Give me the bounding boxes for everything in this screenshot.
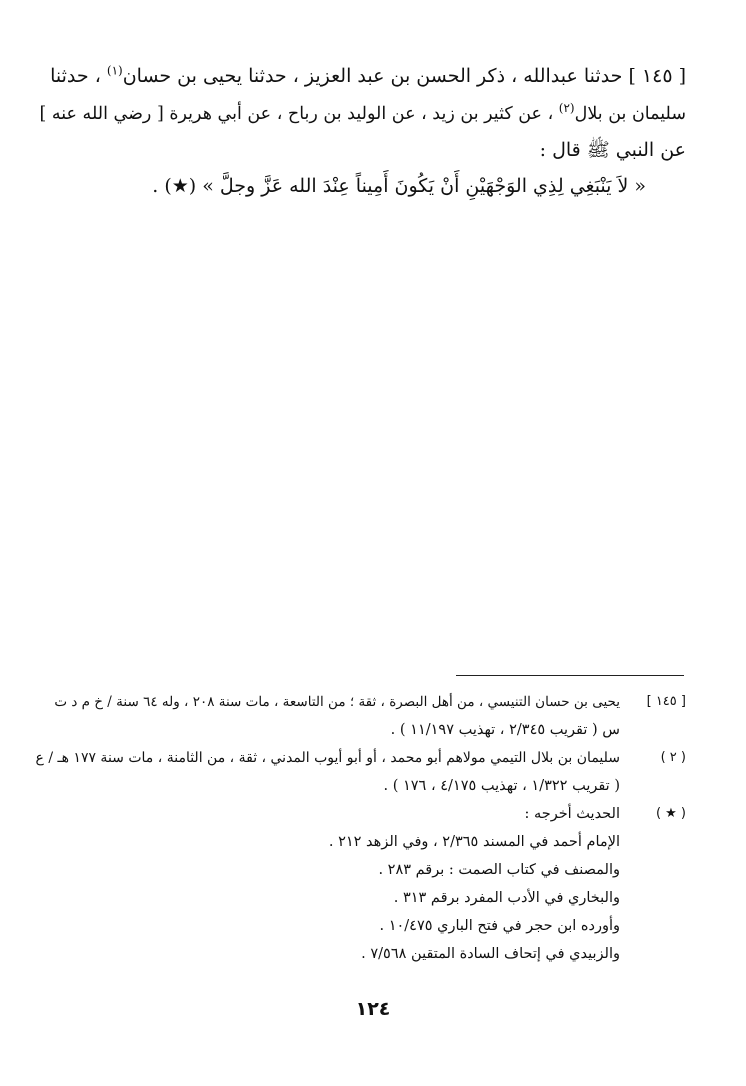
footnote-row — [36, 884, 686, 912]
footnote-separator — [456, 675, 684, 676]
footnotes — [36, 688, 686, 968]
line-1-text: [ ١٤٥ ] حدثنا عبدالله ، ذكر الحسن بن عبد العزيز ، حدثنا يحيى بن حسان — [122, 65, 686, 87]
footnote-text: ( تقريب ١/٣٢٢ ، تهذيب ٤/١٧٥ ، ١٧٦ ) . — [383, 778, 620, 794]
footnote-text: يحيى بن حسان التنيسي ، من أهل البصرة ، ثقة ؛ من التاسعة ، مات سنة ٢٠٨ ، وله ٦٤ سنة / خ م د ت — [54, 694, 620, 710]
footnote-mark: ( ★ ) — [655, 806, 686, 821]
footnote-ref-1[interactable]: (١) — [106, 63, 123, 78]
line-1-tail: ، حدثنا — [50, 65, 107, 87]
footnote-text: سليمان بن بلال التيمي مولاهم أبو محمد ، أو أبو أيوب المدني ، ثقة ، من الثامنة ، مات سنة ١٧٧ هـ / ع — [35, 750, 620, 766]
text-line-1 — [36, 58, 686, 96]
footnote-text: الإمام أحمد في المسند ٢/٣٦٥ ، وفي الزهد ٢١٢ . — [328, 834, 620, 850]
footnote-row — [36, 744, 686, 772]
footnote-row — [36, 800, 686, 828]
footnote-text: الحديث أخرجه : — [524, 806, 620, 822]
main-text — [36, 58, 686, 204]
footnote-text: س ( تقريب ٢/٣٤٥ ، تهذيب ١١/١٩٧ ) . — [390, 722, 620, 738]
hadith-text: « لاَ يَنْبَغِي لِذِي الوَجْهَيْنِ أَنْ يَكُونَ أَمِيناً عِنْدَ الله عَزَّ وجلَّ » (★) . — [152, 175, 646, 197]
footnote-row — [36, 688, 686, 716]
text-line-3: عن النبي ﷺ قال : — [539, 139, 686, 161]
page-number: ١٢٤ — [355, 998, 391, 1020]
footnote-mark: [ ١٤٥ ] — [646, 694, 686, 709]
line-2-text: سليمان بن بلال — [574, 104, 686, 124]
footnote-row — [36, 856, 686, 884]
footnote-text: والزبيدي في إتحاف السادة المتقين ٧/٥٦٨ . — [361, 946, 620, 962]
footnote-row — [36, 716, 686, 744]
line-2-tail: ، عن كثير بن زيد ، عن الوليد بن رباح ، عن أبي هريرة [ رضي الله عنه ] — [39, 104, 559, 124]
footnote-row — [36, 828, 686, 856]
footnote-text: والمصنف في كتاب الصمت : برقم ٢٨٣ . — [378, 862, 620, 878]
footnote-row — [36, 940, 686, 968]
footnote-text: وأورده ابن حجر في فتح الباري ١٠/٤٧٥ . — [379, 918, 620, 934]
footnote-ref-2[interactable]: (٢) — [558, 101, 575, 116]
text-line-2 — [36, 96, 686, 132]
footnote-row — [36, 772, 686, 800]
footnote-row — [36, 912, 686, 940]
footnote-text: والبخاري في الأدب المفرد برقم ٣١٣ . — [393, 890, 620, 906]
footnote-mark: ( ٢ ) — [660, 750, 686, 765]
